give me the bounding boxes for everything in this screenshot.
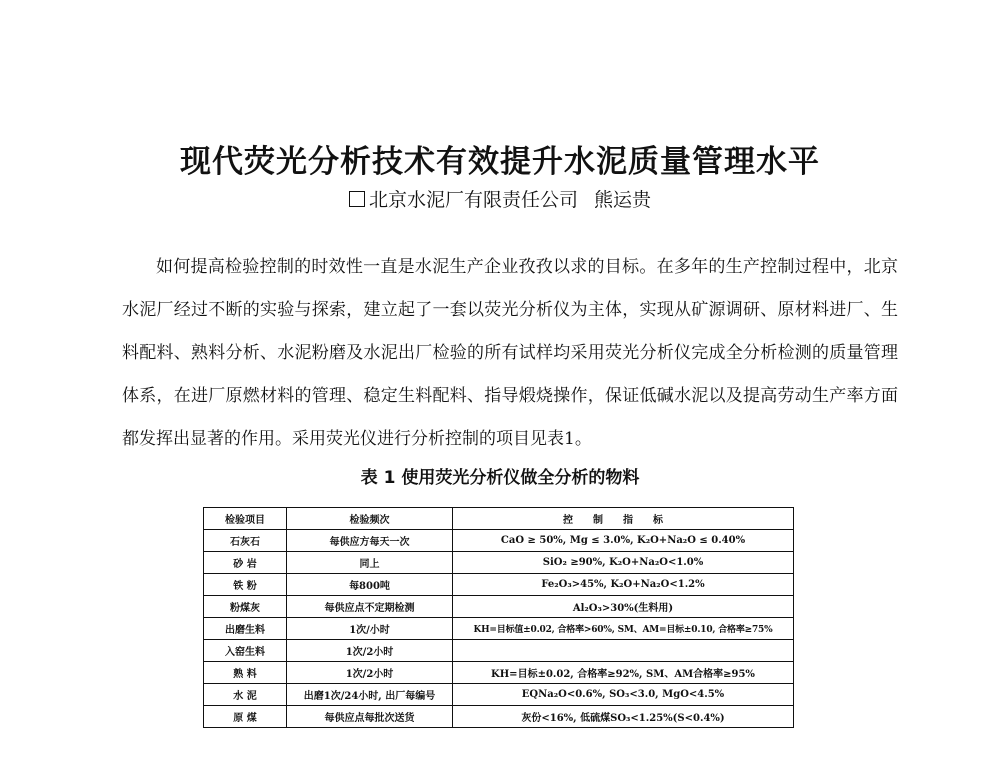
table-row [204, 618, 794, 640]
cell-item: 出磨生料 [204, 618, 287, 640]
cell-item: 石灰石 [204, 530, 287, 552]
header-frequency: 检验频次 [287, 508, 453, 530]
cell-frequency: 每供应方每天一次 [287, 530, 453, 552]
table-row [204, 552, 794, 574]
table-row [204, 662, 794, 684]
cell-item: 原 煤 [204, 706, 287, 728]
cell-criteria: Fe₂O₃>45%, K₂O+Na₂O<1.2% [453, 574, 794, 596]
cell-item: 铁 粉 [204, 574, 287, 596]
header-item: 检验项目 [204, 508, 287, 530]
article-title: 现代荧光分析技术有效提升水泥质量管理水平 [180, 144, 820, 180]
organization: 北京水泥厂有限责任公司 [368, 189, 578, 211]
cell-frequency: 出磨1次/24小时, 出厂每编号 [287, 684, 453, 706]
cell-criteria: EQNa₂O<0.6%, SO₃<3.0, MgO<4.5% [453, 684, 794, 706]
table-header-row [204, 508, 794, 530]
cell-criteria: KH=目标±0.02, 合格率≥92%, SM、AM合格率≥95% [453, 662, 794, 684]
materials-table [203, 507, 794, 728]
cell-item: 水 泥 [204, 684, 287, 706]
table-row [204, 596, 794, 618]
cell-frequency: 每供应点每批次送货 [287, 706, 453, 728]
table-caption: 表 1 使用荧光分析仪做全分析的物料 [360, 468, 640, 488]
cell-frequency: 1次/2小时 [287, 640, 453, 662]
body-paragraph: 如何提高检验控制的时效性一直是水泥生产企业孜孜以求的目标。在多年的生产控制过程中，北京水泥厂经过不断的实验与探索，建立起了一套以荧光分析仪为主体，实现从矿源调研、原材料进厂、生料配料、熟料分析、水泥粉磨及水泥出厂检验的所有试样均采用荧光分析仪完成全分析检测的质量管理体系，在进厂原燃材料的管理、稳定生料配料、指导煅烧操作，保证低碱水泥以及提高劳动生产率方面都发挥出显著的作用。采用荧光仪进行分析控制的项目见表1。 [122, 257, 898, 449]
cell-criteria: CaO ≥ 50%, Mg ≤ 3.0%, K₂O+Na₂O ≤ 0.40% [453, 530, 794, 552]
cell-frequency: 每800吨 [287, 574, 453, 596]
cell-item: 粉煤灰 [204, 596, 287, 618]
cell-item: 砂 岩 [204, 552, 287, 574]
table-row [204, 640, 794, 662]
cell-frequency: 1次/2小时 [287, 662, 453, 684]
cell-criteria: SiO₂ ≥90%, K₂O+Na₂O<1.0% [453, 552, 794, 574]
header-criteria: 控制指标 [453, 508, 794, 530]
cell-frequency: 1次/小时 [287, 618, 453, 640]
author: 熊运贵 [594, 189, 652, 211]
byline [0, 185, 1000, 212]
square-bullet-icon [349, 191, 365, 207]
cell-criteria: Al₂O₃>30%(生料用) [453, 596, 794, 618]
table-row [204, 574, 794, 596]
table-row [204, 684, 794, 706]
cell-item: 熟 料 [204, 662, 287, 684]
cell-criteria [453, 640, 794, 662]
cell-frequency: 同上 [287, 552, 453, 574]
cell-item: 入窑生料 [204, 640, 287, 662]
table-row [204, 530, 794, 552]
cell-frequency: 每供应点不定期检测 [287, 596, 453, 618]
cell-criteria: KH=目标值±0.02, 合格率>60%, SM、AM=目标±0.10, 合格率≥75% [453, 618, 794, 640]
table-row [204, 706, 794, 728]
cell-criteria: 灰份<16%, 低硫煤SO₃<1.25%(S<0.4%) [453, 706, 794, 728]
